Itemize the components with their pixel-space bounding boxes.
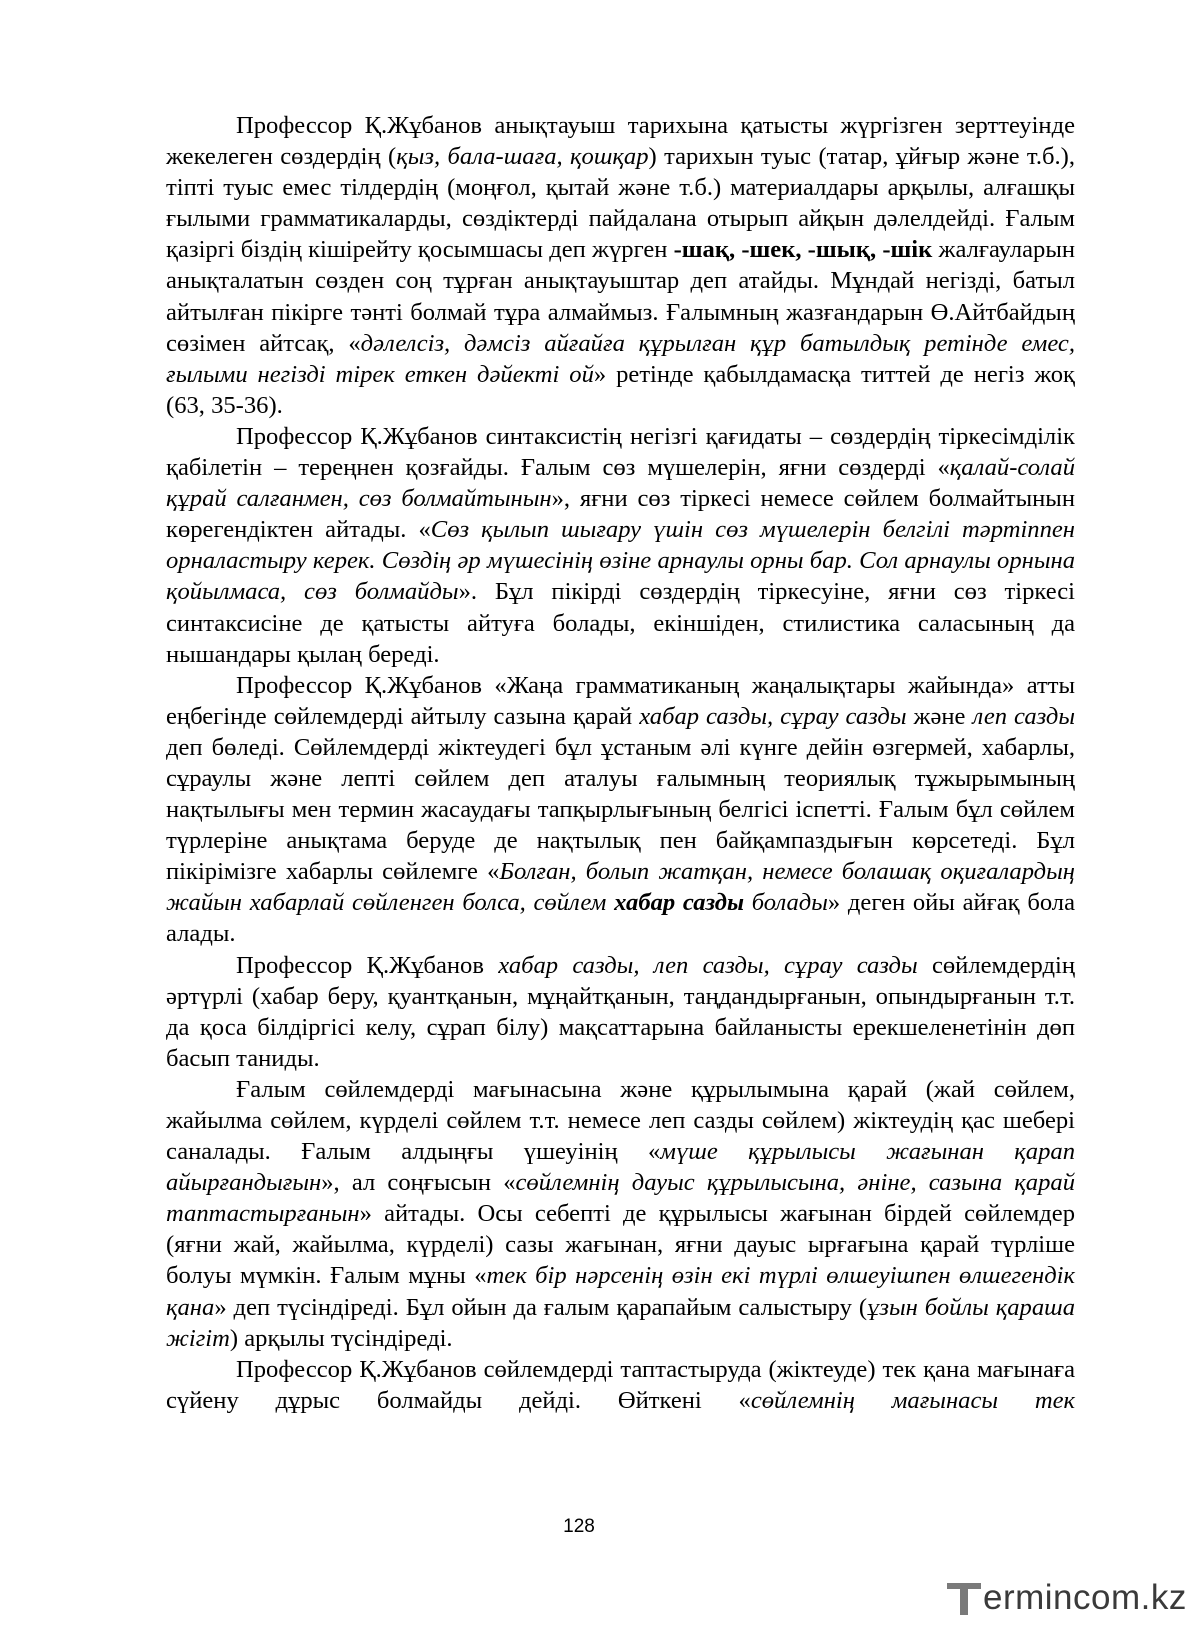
text-run: деп бөледі. Сөйлемдерді жіктеудегі бұл ұстаным әлі күнге дейін өзгермей, хабарлы, сұраулы және лепті сөйлем деп аталуы ғалымның теориялық тұжырымының нақтылығы мен термин жасаудағы тапқырлығының белгісі іспетті. Ғалым бұл сөйлем түрлеріне анықтама беруде де нақтылық пен байқампаздығын көрсетеді. Бұл пікірімізге хабарлы сөйлемге «: [166, 733, 1075, 886]
text-run: ) арқылы түсіндіреді.: [229, 1324, 453, 1352]
italic-run: сөйлемнің дауыс құрылысына, әніне, сазына қарай таптастырғанын: [166, 1169, 1075, 1228]
paragraph: [166, 950, 1075, 1074]
text-run: », ал соңғысын «: [321, 1169, 516, 1197]
paragraph: [166, 1354, 1075, 1416]
italic-run: хабар сазды, сұрау сазды: [639, 702, 907, 730]
italic-run: дәлелсіз, дәмсіз айғайға құрылған құр батылдық ретінде емес, ғылыми негізді тірек еткен дәйекті ой: [166, 329, 1075, 388]
text-run: ) тарихын туыс (татар, ұйғыр және т.б.), тіпті туыс емес тілдердің (моңғол, қытай және т.б.) материалдары арқылы, алғашқы ғылыми грамматикаларды, сөздіктерді пайдалана отырып айқын дәлелдейді. Ғалым қазіргі біздің кішірейту қосымшасы деп жүрген: [166, 143, 1075, 264]
text-run: Ғалым сөйлемдерді мағынасына және құрылымына қарай (жай сөйлем, жайылма сөйлем, күрделі сөйлем т.т. немесе леп сазды сөйлем) жіктеудің қас шебері саналады. Ғалым алдыңғы үшеуінің «: [166, 1075, 1075, 1166]
text-run: ». Бұл пікірді сөздердің тіркесуіне, яғни сөз тіркесі синтаксисіне де қатысты айтуға болады, екіншіден, стилистика саласының да нышандары қылаң береді.: [166, 578, 1076, 668]
italic-run: тек бір нәрсенің өзін екі түрлі өлшеуішпен өлшегендік қана: [166, 1262, 1075, 1321]
text-run: сөйлемдердің әртүрлі (хабар беру, қуантқанын, мұңайтқанын, таңдандырғанын, опындырғанын т.т. да қоса білдіргісі келу, сұрап білу) мақсаттарына байланысты ерекшеленетінін дөп басып таниды.: [166, 951, 1075, 1072]
watermark-text-end: m.kz: [1110, 1578, 1187, 1617]
text-run: жалғауларын анықталатын сөзден соң тұрған анықтауыштар деп атайды. Мұндай негізді, батыл айтылған пікірге тәнті болмай тұра алмаймыз. Ғалымның жазғандарын Ө.Айтбайдың сөзімен айтсақ, «: [166, 236, 1076, 357]
italic-run: леп сазды: [972, 702, 1075, 730]
text-run: және: [906, 702, 973, 730]
site-watermark: [945, 1578, 1187, 1618]
italic-run: сөйлемнің мағынасы тек: [750, 1386, 1076, 1414]
paragraph: [166, 1074, 1075, 1354]
watermark-t-logo-icon: [945, 1579, 983, 1617]
italic-run: Сөз қылып шығару үшін сөз мүшелерін белгілі тәртіппен орналастыру керек. Сөздің әр мүшесінің өзіне арнаулы орны бар. Сол арнаулы орнына қойылмаса, сөз болмайды: [166, 516, 1076, 606]
watermark-text-start: ermincо: [983, 1578, 1111, 1617]
text-run: Профессор Қ.Жұбанов «Жаңа грамматиканың жаңалықтары жайында» атты еңбегінде сөйлемдерді айтылу сазына қарай: [166, 671, 1075, 730]
paragraph: [166, 421, 1075, 670]
bold-italic-run: хабар сазды: [614, 889, 745, 917]
text-run: » айтады. Осы себепті де құрылысы жағынан бірдей сөйлемдер (яғни жай, жайылма, күрделі) сазы жағынан, яғни дауыс ырғағына қарай түрліше болуы мүмкін. Ғалым мұны «: [166, 1200, 1075, 1290]
text-run: » ретінде қабылдамасқа титтей де негіз жоқ (63, 35-36).: [166, 360, 1075, 419]
text-run: Профессор Қ.Жұбанов анықтауыш тарихына қатысты жүргізген зерттеуінде жекелеген сөздердің (: [166, 112, 1075, 171]
italic-run: ұзын бойлы қараша жігіт: [166, 1293, 1076, 1352]
text-run: », яғни сөз тіркесі немесе сөйлем болмайтынын көрегендіктен айтады. «: [166, 485, 1075, 544]
italic-run: мүше құрылысы жағынан қарап айырғандығын: [166, 1138, 1075, 1197]
italic-run: Болған, болып жатқан, немесе болашақ оқиғалардың жайын хабарлай сөйленген болса, сөйлем: [166, 858, 1075, 917]
text-run: Профессор Қ.Жұбанов: [236, 951, 499, 979]
text-run: Профессор Қ.Жұбанов сөйлемдерді таптастыруда (жіктеуде) тек қана мағынаға сүйену дұрыс болмайды дейді. Өйткені «: [166, 1355, 1075, 1414]
paragraph: [166, 110, 1075, 421]
italic-run: қалай-солай құрай салғанмен, сөз болмайтынын: [166, 454, 1075, 513]
italic-run: болады: [744, 889, 828, 917]
page-body: [166, 110, 1075, 1416]
text-run: » деген ойы айғақ бола алады.: [166, 889, 1075, 948]
text-run: Профессор Қ.Жұбанов синтаксистің негізгі қағидаты – сөздердің тіркесімділік қабілетін – тереңнен қозғайды. Ғалым сөз мүшелерін, яғни сөздерді «: [166, 422, 1075, 482]
page-number: 128: [563, 1516, 595, 1537]
bold-run: -шақ, -шек, -шық, -шік: [673, 236, 933, 264]
text-run: » деп түсіндіреді. Бұл ойын да ғалым қарапайым салыстыру (: [214, 1293, 868, 1321]
italic-run: хабар сазды, леп сазды, сұрау сазды: [498, 951, 918, 979]
paragraph: [166, 670, 1075, 950]
italic-run: қыз, бала-шаға, қошқар: [396, 143, 649, 171]
